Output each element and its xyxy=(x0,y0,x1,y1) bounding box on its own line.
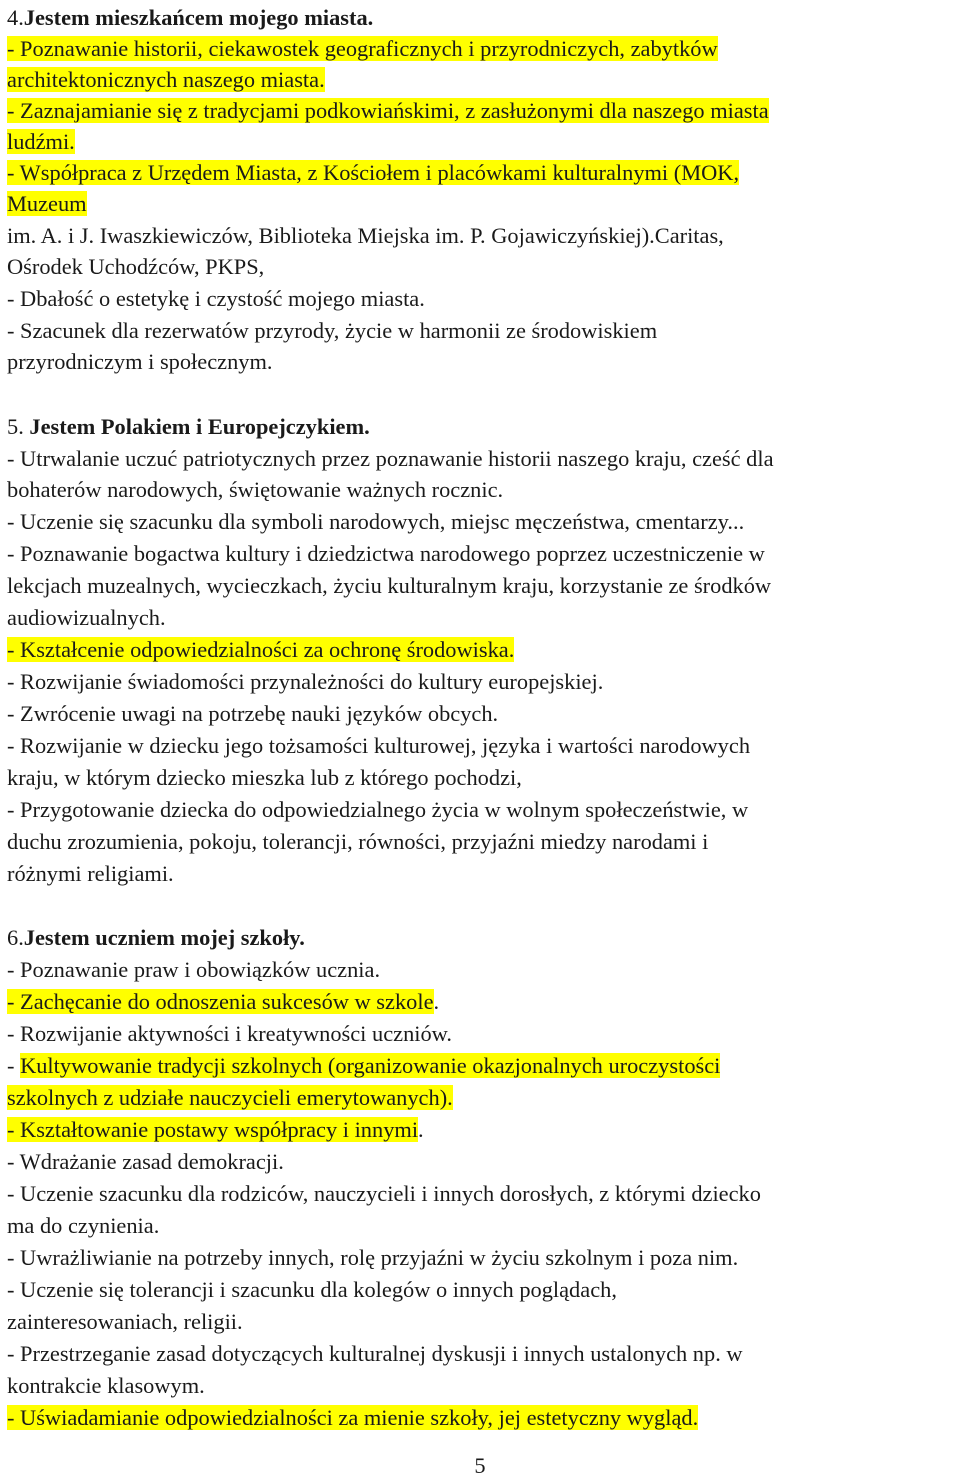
text-segment: 4. xyxy=(7,5,24,30)
text-line xyxy=(7,157,739,188)
text-segment: różnymi religiami. xyxy=(7,861,174,886)
text-segment: . xyxy=(433,989,440,1014)
text-segment: - Przygotowanie dziecka do odpowiedzialnego życia w wolnym społeczeństwie, w xyxy=(7,797,749,822)
highlighted-text: - Współpraca z Urzędem Miasta, z Kościołem i placówkami kulturalnymi (MOK, xyxy=(7,160,740,185)
text-line xyxy=(7,188,87,219)
text-segment: - Wdrażanie zasad demokracji. xyxy=(7,1149,284,1174)
text-line xyxy=(7,1018,452,1049)
highlighted-text: Kultywowanie tradycji szkolnych (organizowanie okazjonalnych uroczystości xyxy=(20,1053,721,1078)
text-line xyxy=(7,126,75,157)
text-segment: - Dbałość o estetykę i czystość mojego miasta. xyxy=(7,286,425,311)
text-line xyxy=(7,2,373,33)
text-segment: - xyxy=(7,1053,21,1078)
text-line xyxy=(7,666,603,697)
highlighted-text: - Zachęcanie do odnoszenia sukcesów w szkole xyxy=(7,989,434,1014)
text-line xyxy=(7,922,305,953)
text-segment: zainteresowaniach, religii. xyxy=(7,1309,243,1334)
text-segment: duchu zrozumienia, pokoju, tolerancji, równości, przyjaźni miedzy narodami i xyxy=(7,829,709,854)
text-line xyxy=(7,698,498,729)
text-line xyxy=(7,251,264,282)
highlighted-text: architektonicznych naszego miasta. xyxy=(7,67,325,92)
text-line xyxy=(7,411,370,442)
text-segment: - Utrwalanie uczuć patriotycznych przez poznawanie historii naszego kraju, cześć dla xyxy=(7,446,774,471)
text-line xyxy=(7,1114,424,1145)
text-line xyxy=(7,443,774,474)
text-segment: - Uwrażliwianie na potrzeby innych, rolę przyjaźni w życiu szkolnym i poza nim. xyxy=(7,1245,739,1270)
text-line xyxy=(7,538,765,569)
text-segment: 6. xyxy=(7,925,24,950)
text-line xyxy=(7,1274,617,1305)
text-line xyxy=(7,858,174,889)
text-line xyxy=(7,986,439,1017)
text-line xyxy=(7,570,771,601)
text-line xyxy=(7,315,657,346)
text-line xyxy=(7,506,744,537)
text-line xyxy=(7,634,514,665)
text-segment: audiowizualnych. xyxy=(7,605,166,630)
text-segment: - Rozwijanie aktywności i kreatywności uczniów. xyxy=(7,1021,452,1046)
text-line xyxy=(7,954,380,985)
text-line xyxy=(7,33,718,64)
highlighted-text: - Kształtowanie postawy współpracy i innymi xyxy=(7,1117,419,1142)
text-line xyxy=(7,1082,453,1113)
text-segment: przyrodniczym i społecznym. xyxy=(7,349,273,374)
text-line xyxy=(7,1050,720,1081)
text-line xyxy=(7,64,325,95)
highlighted-text: - Uświadamianie odpowiedzialności za mienie szkoły, jej estetyczny wygląd. xyxy=(7,1405,699,1430)
text-line xyxy=(7,794,748,825)
text-segment: - Szacunek dla rezerwatów przyrody, życie w harmonii ze środowiskiem xyxy=(7,318,658,343)
highlighted-text: - Poznawanie historii, ciekawostek geograficznych i przyrodniczych, zabytków xyxy=(7,36,718,61)
heading-text: Jestem mieszkańcem mojego miasta. xyxy=(23,5,374,30)
text-line xyxy=(7,474,503,505)
text-segment: kontrakcie klasowym. xyxy=(7,1373,205,1398)
text-line xyxy=(7,1210,159,1241)
highlighted-text: ludźmi. xyxy=(7,129,75,154)
text-segment: - Uczenie się szacunku dla symboli narodowych, miejsc męczeństwa, cmentarzy... xyxy=(7,509,745,534)
text-line xyxy=(7,346,273,377)
text-segment: ma do czynienia. xyxy=(7,1213,160,1238)
text-line xyxy=(7,1146,284,1177)
text-segment: - Rozwijanie w dziecku jego tożsamości kulturowej, języka i wartości narodowych xyxy=(7,733,751,758)
text-segment: kraju, w którym dziecko mieszka lub z którego pochodzi, xyxy=(7,765,522,790)
text-line xyxy=(7,1402,698,1433)
text-line xyxy=(7,762,522,793)
heading-text: Jestem uczniem mojej szkoły. xyxy=(23,925,305,950)
highlighted-text: Muzeum xyxy=(7,191,87,216)
heading-text: Jestem Polakiem i Europejczykiem. xyxy=(29,414,370,439)
text-segment: bohaterów narodowych, świętowanie ważnych rocznic. xyxy=(7,477,504,502)
text-segment: . xyxy=(418,1117,424,1142)
text-segment: - Poznawanie praw i obowiązków ucznia. xyxy=(7,957,381,982)
text-line xyxy=(7,1242,738,1273)
text-line xyxy=(7,1370,205,1401)
text-segment: - Uczenie się tolerancji i szacunku dla kolegów o innych poglądach, xyxy=(7,1277,617,1302)
text-segment: - Przestrzeganie zasad dotyczących kulturalnej dyskusji i innych ustalonych np. w xyxy=(7,1341,743,1366)
text-segment: - Uczenie szacunku dla rodziców, nauczycieli i innych dorosłych, z którymi dziecko xyxy=(7,1181,761,1206)
text-line xyxy=(7,1178,761,1209)
highlighted-text: - Kształcenie odpowiedzialności za ochronę środowiska. xyxy=(7,637,515,662)
text-segment: - Zwrócenie uwagi na potrzebę nauki języków obcych. xyxy=(7,701,499,726)
text-line xyxy=(7,220,724,251)
highlighted-text: szkolnych z udziałe nauczycieli emerytowanych). xyxy=(7,1085,453,1110)
text-line xyxy=(7,826,708,857)
text-segment: - Poznawanie bogactwa kultury i dziedzictwa narodowego poprzez uczestniczenie w xyxy=(7,541,765,566)
text-segment: 5. xyxy=(7,414,30,439)
text-segment: im. A. i J. Iwaszkiewiczów, Biblioteka Miejska im. P. Gojawiczyńskiej).Caritas, xyxy=(7,223,724,248)
text-segment: Ośrodek Uchodźców, PKPS, xyxy=(7,254,265,279)
text-line xyxy=(7,95,769,126)
text-line xyxy=(7,602,166,633)
page-number: 5 xyxy=(474,1453,486,1478)
text-line xyxy=(7,283,425,314)
text-line xyxy=(7,1306,243,1337)
highlighted-text: - Zaznajamianie się z tradycjami podkowiańskimi, z zasłużonymi dla naszego miasta xyxy=(7,98,769,123)
text-segment: lekcjach muzealnych, wycieczkach, życiu kulturalnym kraju, korzystanie ze środków xyxy=(7,573,772,598)
text-line xyxy=(7,1338,743,1369)
text-line xyxy=(7,730,750,761)
text-segment: - Rozwijanie świadomości przynależności do kultury europejskiej. xyxy=(7,669,604,694)
